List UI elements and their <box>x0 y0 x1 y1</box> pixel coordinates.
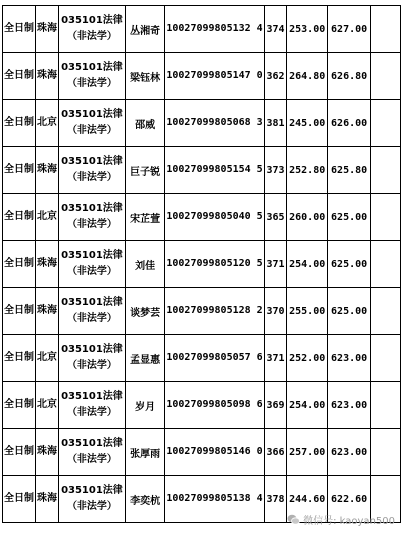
score-cell: 260.00 <box>287 194 328 241</box>
score-cell: 254.00 <box>287 241 328 288</box>
student-name-cell: 张厚雨 <box>125 429 164 476</box>
major-code-text: 035101法律 <box>61 156 123 167</box>
campus-cell: 北京 <box>36 335 59 382</box>
student-name-cell: 岁月 <box>125 382 164 429</box>
major-cell <box>59 100 126 147</box>
total-score-cell: 622.60 <box>328 476 371 523</box>
score-cell: 362 <box>264 53 287 100</box>
major-category-text: （非法学） <box>66 360 117 371</box>
major-category-text: （非法学） <box>66 172 117 183</box>
study-mode-cell: 全日制 <box>3 429 36 476</box>
campus-cell: 珠海 <box>36 476 59 523</box>
total-score-cell: 627.00 <box>328 6 371 53</box>
results-table-body <box>3 6 401 523</box>
study-mode-cell: 全日制 <box>3 147 36 194</box>
exam-id-cell: 10027099805068 3 <box>165 100 264 147</box>
major-category-text: （非法学） <box>66 125 117 136</box>
empty-cell <box>371 147 401 194</box>
score-cell: 253.00 <box>287 6 328 53</box>
major-code-text: 035101法律 <box>61 297 123 308</box>
score-cell: 378 <box>264 476 287 523</box>
student-name-cell: 邵威 <box>125 100 164 147</box>
major-cell <box>59 6 126 53</box>
major-code-text: 035101法律 <box>61 438 123 449</box>
major-category-text: （非法学） <box>66 31 117 42</box>
major-cell <box>59 288 126 335</box>
score-cell: 373 <box>264 147 287 194</box>
score-cell: 245.00 <box>287 100 328 147</box>
empty-cell <box>371 194 401 241</box>
exam-id-cell: 10027099805132 4 <box>165 6 264 53</box>
score-cell: 244.60 <box>287 476 328 523</box>
major-cell <box>59 429 126 476</box>
score-cell: 252.80 <box>287 147 328 194</box>
student-name-cell: 梁钰林 <box>125 53 164 100</box>
campus-cell: 珠海 <box>36 53 59 100</box>
table-row <box>3 6 401 53</box>
score-cell: 381 <box>264 100 287 147</box>
campus-cell: 珠海 <box>36 6 59 53</box>
major-code-text: 035101法律 <box>61 344 123 355</box>
empty-cell <box>371 6 401 53</box>
score-cell: 255.00 <box>287 288 328 335</box>
exam-id-cell: 10027099805154 5 <box>165 147 264 194</box>
total-score-cell: 623.00 <box>328 429 371 476</box>
major-cell <box>59 194 126 241</box>
wechat-icon <box>287 514 300 525</box>
total-score-cell: 625.00 <box>328 241 371 288</box>
campus-cell: 北京 <box>36 194 59 241</box>
score-cell: 371 <box>264 241 287 288</box>
table-row <box>3 335 401 382</box>
exam-id-cell: 10027099805098 6 <box>165 382 264 429</box>
major-cell <box>59 241 126 288</box>
campus-cell: 珠海 <box>36 288 59 335</box>
campus-cell: 北京 <box>36 382 59 429</box>
table-row <box>3 53 401 100</box>
major-category-text: （非法学） <box>66 78 117 89</box>
watermark <box>287 512 395 527</box>
study-mode-cell: 全日制 <box>3 53 36 100</box>
score-cell: 264.80 <box>287 53 328 100</box>
campus-cell: 北京 <box>36 100 59 147</box>
total-score-cell: 625.00 <box>328 194 371 241</box>
exam-id-cell: 10027099805057 6 <box>165 335 264 382</box>
score-cell: 370 <box>264 288 287 335</box>
table-row <box>3 288 401 335</box>
study-mode-cell: 全日制 <box>3 241 36 288</box>
exam-id-cell: 10027099805128 2 <box>165 288 264 335</box>
major-category-text: （非法学） <box>66 501 117 512</box>
major-code-text: 035101法律 <box>61 485 123 496</box>
table-row <box>3 429 401 476</box>
study-mode-cell: 全日制 <box>3 288 36 335</box>
major-category-text: （非法学） <box>66 266 117 277</box>
table-row <box>3 194 401 241</box>
empty-cell <box>371 241 401 288</box>
table-row <box>3 241 401 288</box>
total-score-cell: 625.00 <box>328 288 371 335</box>
study-mode-cell: 全日制 <box>3 194 36 241</box>
major-cell <box>59 335 126 382</box>
study-mode-cell: 全日制 <box>3 476 36 523</box>
total-score-cell: 626.80 <box>328 53 371 100</box>
student-name-cell: 丛湘奇 <box>125 6 164 53</box>
major-code-text: 035101法律 <box>61 203 123 214</box>
student-name-cell: 宋芷萱 <box>125 194 164 241</box>
major-category-text: （非法学） <box>66 313 117 324</box>
exam-id-cell: 10027099805040 5 <box>165 194 264 241</box>
total-score-cell: 625.80 <box>328 147 371 194</box>
campus-cell: 珠海 <box>36 429 59 476</box>
empty-cell <box>371 288 401 335</box>
table-row <box>3 100 401 147</box>
student-name-cell: 刘佳 <box>125 241 164 288</box>
results-table <box>2 5 401 523</box>
score-cell: 371 <box>264 335 287 382</box>
campus-cell: 珠海 <box>36 147 59 194</box>
student-name-cell: 李奕杭 <box>125 476 164 523</box>
major-code-text: 035101法律 <box>61 250 123 261</box>
table-row <box>3 382 401 429</box>
major-category-text: （非法学） <box>66 454 117 465</box>
major-code-text: 035101法律 <box>61 62 123 73</box>
score-cell: 252.00 <box>287 335 328 382</box>
major-cell <box>59 53 126 100</box>
exam-id-cell: 10027099805120 5 <box>165 241 264 288</box>
empty-cell <box>371 53 401 100</box>
exam-id-cell: 10027099805146 0 <box>165 429 264 476</box>
empty-cell <box>371 429 401 476</box>
score-cell: 369 <box>264 382 287 429</box>
score-cell: 365 <box>264 194 287 241</box>
major-cell <box>59 147 126 194</box>
major-code-text: 035101法律 <box>61 391 123 402</box>
score-cell: 254.00 <box>287 382 328 429</box>
major-code-text: 035101法律 <box>61 109 123 120</box>
study-mode-cell: 全日制 <box>3 335 36 382</box>
score-cell: 366 <box>264 429 287 476</box>
table-row <box>3 147 401 194</box>
major-cell <box>59 476 126 523</box>
student-name-cell: 巨子锐 <box>125 147 164 194</box>
empty-cell <box>371 100 401 147</box>
watermark-text: 微信号: kaoyan500 <box>303 516 395 527</box>
exam-id-cell: 10027099805147 0 <box>165 53 264 100</box>
score-cell: 374 <box>264 6 287 53</box>
major-category-text: （非法学） <box>66 219 117 230</box>
campus-cell: 珠海 <box>36 241 59 288</box>
empty-cell <box>371 382 401 429</box>
total-score-cell: 623.00 <box>328 382 371 429</box>
score-cell: 257.00 <box>287 429 328 476</box>
total-score-cell: 623.00 <box>328 335 371 382</box>
study-mode-cell: 全日制 <box>3 100 36 147</box>
major-category-text: （非法学） <box>66 407 117 418</box>
total-score-cell: 626.00 <box>328 100 371 147</box>
study-mode-cell: 全日制 <box>3 382 36 429</box>
exam-id-cell: 10027099805138 4 <box>165 476 264 523</box>
study-mode-cell: 全日制 <box>3 6 36 53</box>
major-cell <box>59 382 126 429</box>
student-name-cell: 孟显惠 <box>125 335 164 382</box>
major-code-text: 035101法律 <box>61 15 123 26</box>
empty-cell <box>371 335 401 382</box>
student-name-cell: 谈梦芸 <box>125 288 164 335</box>
